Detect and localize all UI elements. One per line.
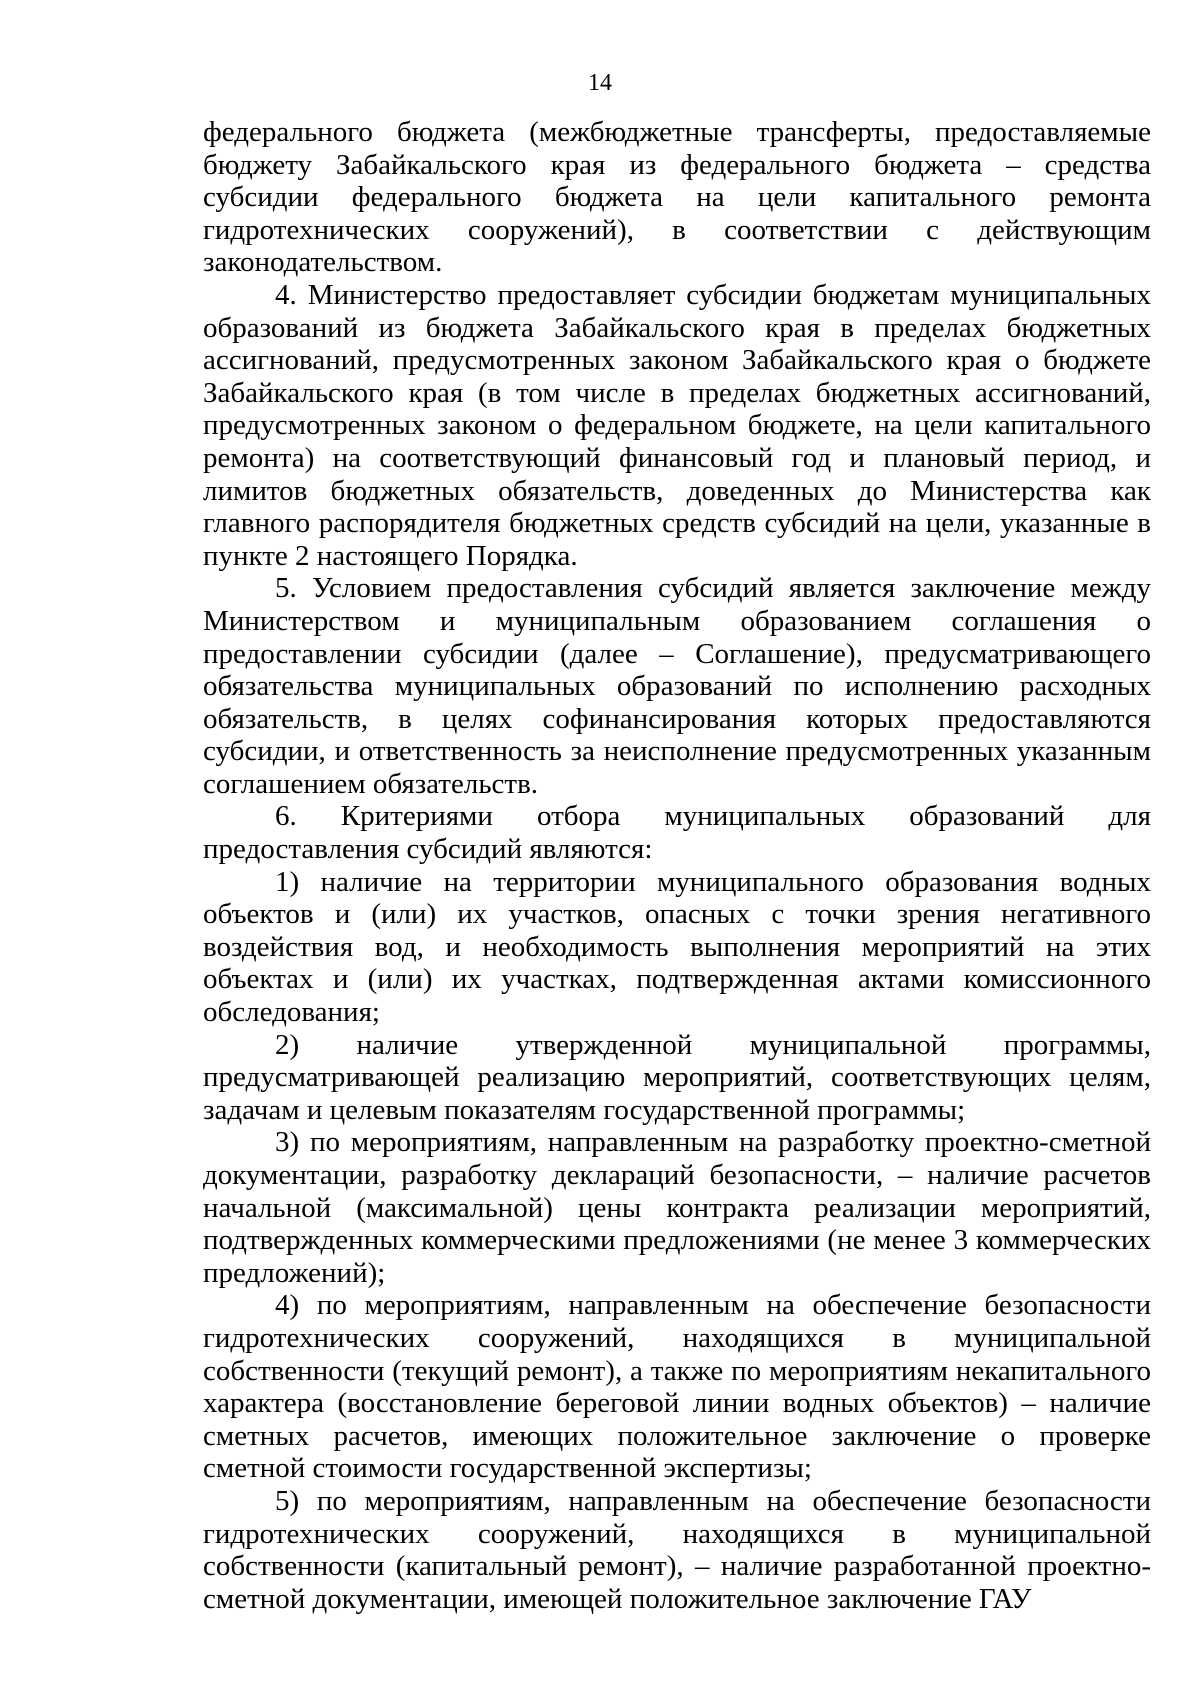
criterion-4: 4) по мероприятиям, направленным на обеспечение безопасности гидротехнических сооружений, находящихся в муниципальной собственности (текущий ремонт), а также по мероприятиям некапитального характера (восстановление береговой линии водных объектов) – наличие сметных расчетов, имеющих положительное заключение о проверке сметной стоимости государственной экспертизы; [203,1289,1151,1485]
paragraph-item-4: 4. Министерство предоставляет субсидии бюджетам муниципальных образований из бюджета Забайкальского края в пределах бюджетных ассигнований, предусмотренных законом Забайкальского края о бюджете Забайкальского края (в том числе в пределах бюджетных ассигнований, предусмотренных законом о федеральном бюджете, на цели капитального ремонта) на соответствующий финансовый год и плановый период, и лимитов бюджетных обязательств, доведенных до Министерства как главного распорядителя бюджетных средств субсидий на цели, указанные в пункте 2 настоящего Порядка. [203,278,1151,572]
criterion-5: 5) по мероприятиям, направленным на обеспечение безопасности гидротехнических сооружений, находящихся в муниципальной собственности (капитальный ремонт), – наличие разработанной проектно-сметной документации, имеющей положительное заключение ГАУ [203,1484,1151,1615]
paragraph-item-5: 5. Условием предоставления субсидий является заключение между Министерством и муниципальным образованием соглашения о предоставлении субсидии (далее – Соглашение), предусматривающего обязательства муниципальных образований по исполнению расходных обязательств, в целях софинансирования которых предоставляются субсидии, и ответственность за неисполнение предусмотренных указанным соглашением обязательств. [203,572,1151,800]
page-number: 14 [588,70,612,96]
paragraph-item-6: 6. Критериями отбора муниципальных образований для предоставления субсидий являются: [203,800,1151,866]
paragraph-continuation: федерального бюджета (межбюджетные трансферты, предоставляемые бюджету Забайкальского края из федерального бюджета – средства субсидии федерального бюджета на цели капитального ремонта гидротехнических сооружений), в соответствии с действующим законодательством. [203,116,1151,279]
criterion-3: 3) по мероприятиям, направленным на разработку проектно-сметной документации, разработку деклараций безопасности, – наличие расчетов начальной (максимальной) цены контракта реализации мероприятий, подтвержденных коммерческими предложениями (не менее 3 коммерческих предложений); [203,1126,1151,1289]
criterion-2: 2) наличие утвержденной муниципальной программы, предусматривающей реализацию мероприятий, соответствующих целям, задачам и целевым показателям государственной программы; [203,1028,1151,1126]
document-body [203,116,1151,1615]
criterion-1: 1) наличие на территории муниципального образования водных объектов и (или) их участков, опасных с точки зрения негативного воздействия вод, и необходимость выполнения мероприятий на этих объектах и (или) их участках, подтвержденная актами комиссионного обследования; [203,865,1151,1029]
